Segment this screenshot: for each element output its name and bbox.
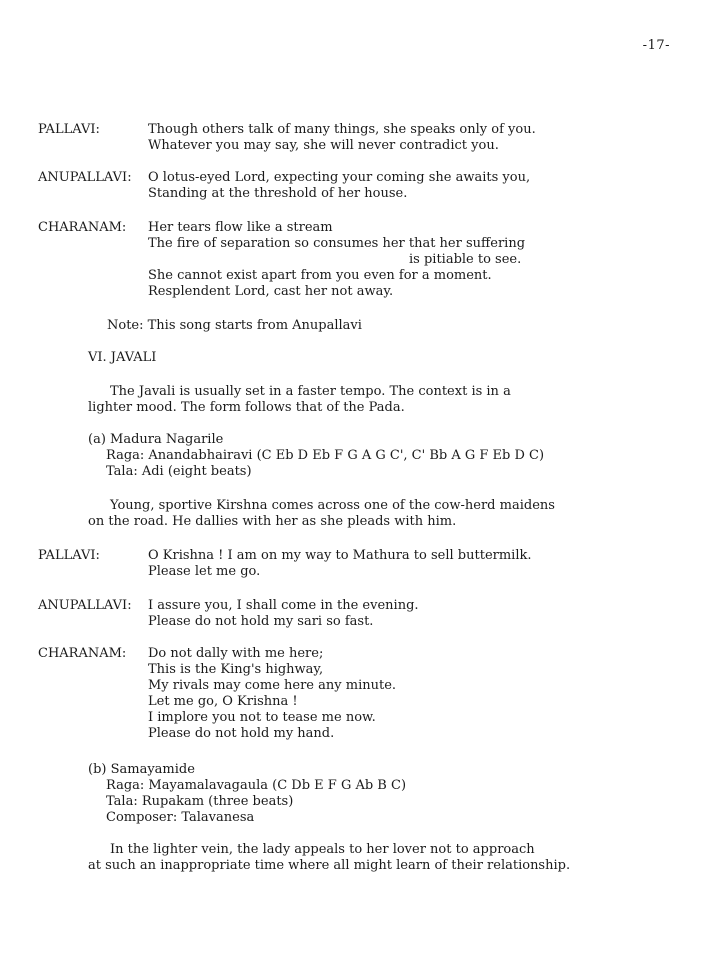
song-b-summary-line: at such an inappropriate time where all might learn of their relationship. (88, 858, 571, 873)
charanam-line: Her tears flow like a stream (148, 220, 333, 235)
pallavi-line: Though others talk of many things, she speaks only of you. (148, 122, 536, 137)
song-a-summary-line: Young, sportive Kirshna comes across one of the cow-herd maidens (110, 498, 555, 513)
anupallavi-line: O lotus-eyed Lord, expecting your coming she awaits you, (148, 170, 531, 185)
charanam-line: My rivals may come here any minute. (148, 678, 397, 693)
charanam-line: She cannot exist apart from you even for a moment. (148, 268, 492, 283)
charanam-label: CHARANAM: (38, 646, 127, 661)
anupallavi-label: ANUPALLAVI: (38, 598, 132, 613)
anupallavi-line: Standing at the threshold of her house. (148, 186, 408, 201)
pallavi-line: O Krishna ! I am on my way to Mathura to sell buttermilk. (148, 548, 532, 563)
song-a-summary-line: on the road. He dallies with her as she pleads with him. (88, 514, 457, 529)
charanam-line: Let me go, O Krishna ! (148, 694, 298, 709)
anupallavi-line: I assure you, I shall come in the evening. (148, 598, 419, 613)
song-b-composer: Composer: Talavanesa (106, 810, 255, 825)
pallavi-label: PALLAVI: (38, 122, 100, 137)
song-a-raga: Raga: Anandabhairavi (C Eb D Eb F G A G C', C' Bb A G F Eb D C) (106, 448, 545, 463)
charanam-line: Please do not hold my hand. (148, 726, 335, 741)
song-a-tala: Tala: Adi (eight beats) (106, 464, 252, 479)
charanam-line: I implore you not to tease me now. (148, 710, 376, 725)
anupallavi-line: Please do not hold my sari so fast. (148, 614, 374, 629)
song-b-title: (b) Samayamide (88, 762, 195, 777)
charanam-line: Resplendent Lord, cast her not away. (148, 284, 394, 299)
charanam-line: is pitiable to see. (409, 252, 522, 267)
intro-line: lighter mood. The form follows that of the Pada. (88, 400, 405, 415)
charanam-line: The fire of separation so consumes her that her suffering (148, 236, 526, 251)
charanam-line: This is the King's highway, (148, 662, 324, 677)
pallavi-label: PALLAVI: (38, 548, 100, 563)
song-b-summary-line: In the lighter vein, the lady appeals to her lover not to approach (110, 842, 535, 857)
song-note: Note: This song starts from Anupallavi (107, 318, 362, 333)
intro-line: The Javali is usually set in a faster tempo. The context is in a (110, 384, 511, 399)
charanam-line: Do not dally with me here; (148, 646, 324, 661)
charanam-label: CHARANAM: (38, 220, 127, 235)
anupallavi-label: ANUPALLAVI: (38, 170, 132, 185)
page-number: -17- (642, 38, 670, 53)
pallavi-line: Please let me go. (148, 564, 261, 579)
section-heading: VI. JAVALI (88, 350, 157, 365)
song-b-tala: Tala: Rupakam (three beats) (106, 794, 294, 809)
pallavi-line: Whatever you may say, she will never contradict you. (148, 138, 499, 153)
song-a-title: (a) Madura Nagarile (88, 432, 224, 447)
song-b-raga: Raga: Mayamalavagaula (C Db E F G Ab B C) (106, 778, 407, 793)
